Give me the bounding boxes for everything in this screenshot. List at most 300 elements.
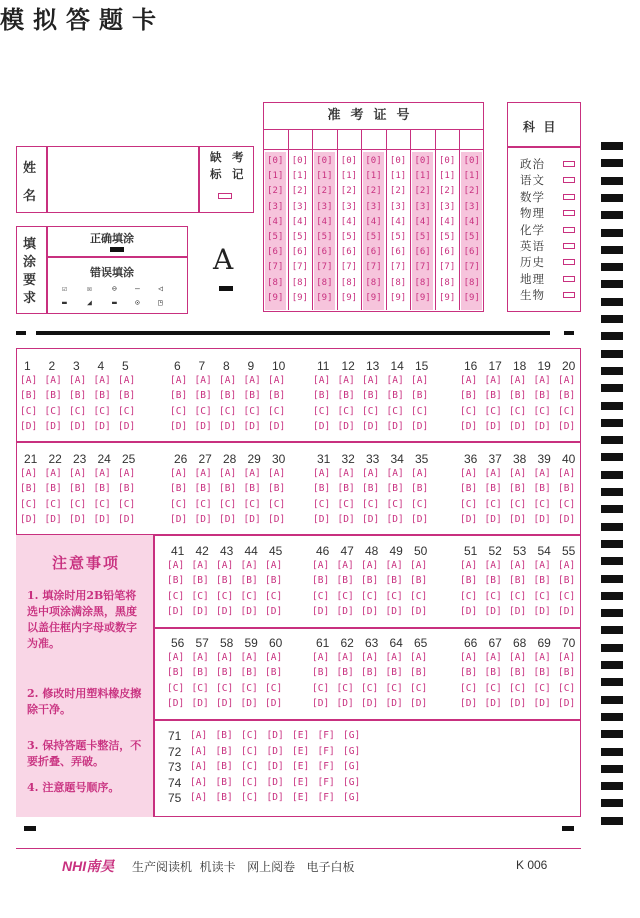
answer-bubble[interactable]: [D] [194,513,212,525]
answer-bubble[interactable]: [D] [265,605,283,617]
answer-bubble[interactable]: [D] [219,420,237,432]
answer-bubble[interactable]: [A] [194,375,212,386]
answer-bubble[interactable]: [C] [241,776,259,788]
answer-bubble[interactable]: [B] [219,390,237,402]
answer-bubble[interactable]: [D] [484,605,502,617]
answer-bubble[interactable]: [B] [385,667,403,679]
exam-number-write-cell[interactable] [386,130,411,150]
exam-number-bubble[interactable]: [9] [340,292,358,303]
exam-number-bubble[interactable]: [5] [389,232,407,242]
answer-bubble[interactable]: [B] [20,483,38,495]
answer-bubble[interactable]: [D] [533,513,551,525]
answer-bubble[interactable]: [B] [460,667,478,679]
answer-bubble[interactable]: [D] [460,605,478,617]
answer-bubble[interactable]: [B] [460,390,478,402]
exam-number-bubble[interactable]: [1] [439,171,456,182]
answer-bubble[interactable]: [C] [219,405,237,417]
answer-bubble[interactable]: [A] [20,375,38,386]
answer-bubble[interactable]: [D] [558,420,576,432]
answer-bubble[interactable]: [A] [268,375,286,386]
exam-number-bubble[interactable]: [9] [267,292,284,303]
answer-bubble[interactable]: [D] [266,776,284,788]
answer-bubble[interactable]: [C] [336,682,354,694]
answer-bubble[interactable]: [B] [215,792,233,803]
answer-bubble[interactable]: [A] [558,560,576,571]
answer-bubble[interactable]: [E] [292,761,310,772]
answer-bubble[interactable]: [B] [558,575,576,587]
answer-bubble[interactable]: [D] [191,697,209,709]
subject-bubble[interactable] [563,210,575,216]
answer-bubble[interactable]: [B] [170,390,188,402]
answer-bubble[interactable]: [C] [411,498,429,510]
answer-bubble[interactable]: [C] [240,590,258,602]
answer-bubble[interactable]: [B] [558,483,576,495]
answer-bubble[interactable]: [B] [194,390,212,402]
answer-bubble[interactable]: [D] [167,605,185,617]
answer-bubble[interactable]: [B] [93,483,111,495]
answer-bubble[interactable]: [A] [336,652,354,663]
answer-bubble[interactable]: [F] [317,761,335,772]
answer-bubble[interactable]: [C] [167,590,185,602]
answer-bubble[interactable]: [C] [509,682,527,694]
answer-bubble[interactable]: [C] [93,405,111,417]
answer-bubble[interactable]: [A] [509,375,527,386]
answer-bubble[interactable]: [B] [44,390,62,402]
answer-bubble[interactable]: [D] [411,513,429,525]
answer-bubble[interactable]: [C] [167,682,185,694]
answer-bubble[interactable]: [D] [337,513,355,525]
answer-bubble[interactable]: [B] [265,667,283,679]
answer-bubble[interactable]: [D] [385,605,403,617]
answer-bubble[interactable]: [A] [191,652,209,663]
answer-bubble[interactable]: [C] [484,498,502,510]
answer-bubble[interactable]: [B] [533,667,551,679]
answer-bubble[interactable]: [C] [265,590,283,602]
answer-bubble[interactable]: [B] [216,575,234,587]
answer-bubble[interactable]: [B] [385,575,403,587]
answer-bubble[interactable]: [B] [243,390,261,402]
answer-bubble[interactable]: [D] [268,513,286,525]
answer-bubble[interactable]: [D] [312,605,330,617]
exam-number-bubble[interactable]: [2] [291,186,308,197]
exam-number-bubble[interactable]: [0] [340,156,358,166]
answer-bubble[interactable]: [B] [484,483,502,495]
answer-bubble[interactable]: [C] [558,682,576,694]
answer-bubble[interactable]: [C] [268,405,286,417]
answer-bubble[interactable]: [B] [167,667,185,679]
answer-bubble[interactable]: [B] [240,667,258,679]
answer-bubble[interactable]: [B] [484,667,502,679]
answer-bubble[interactable]: [A] [484,468,502,479]
answer-bubble[interactable]: [A] [190,776,208,788]
answer-bubble[interactable]: [A] [411,468,429,479]
exam-number-bubble[interactable]: [3] [316,201,333,212]
answer-bubble[interactable]: [E] [292,730,310,741]
answer-bubble[interactable]: [A] [93,375,111,386]
exam-number-write-cell[interactable] [288,130,313,150]
exam-number-bubble[interactable]: [2] [316,186,333,197]
exam-number-bubble[interactable]: [1] [389,171,407,182]
answer-bubble[interactable]: [A] [190,745,208,757]
exam-number-bubble[interactable]: [4] [365,216,382,227]
answer-bubble[interactable]: [D] [509,697,527,709]
exam-number-bubble[interactable]: [2] [389,186,407,197]
answer-bubble[interactable]: [C] [558,498,576,510]
exam-number-bubble[interactable]: [2] [340,186,358,197]
exam-number-bubble[interactable]: [6] [267,247,284,258]
exam-number-bubble[interactable]: [6] [340,247,358,258]
answer-bubble[interactable]: [A] [240,560,258,571]
exam-number-bubble[interactable]: [3] [414,201,431,212]
exam-number-bubble[interactable]: [5] [463,232,480,242]
answer-bubble[interactable]: [B] [215,776,233,788]
answer-bubble[interactable]: [B] [313,390,331,402]
exam-number-bubble[interactable]: [6] [365,247,382,258]
answer-bubble[interactable]: [D] [558,697,576,709]
answer-bubble[interactable]: [D] [312,697,330,709]
exam-number-bubble[interactable]: [6] [463,247,480,258]
answer-bubble[interactable]: [C] [386,405,404,417]
answer-bubble[interactable]: [C] [558,590,576,602]
exam-number-write-cell[interactable] [435,130,460,150]
answer-bubble[interactable]: [D] [460,420,478,432]
answer-bubble[interactable]: [B] [215,730,233,741]
answer-bubble[interactable]: [A] [219,468,237,479]
exam-number-bubble[interactable]: [6] [316,247,333,258]
exam-number-bubble[interactable]: [2] [365,186,382,197]
exam-number-bubble[interactable]: [3] [439,201,456,212]
answer-bubble[interactable]: [C] [533,405,551,417]
exam-number-bubble[interactable]: [9] [389,292,407,303]
answer-bubble[interactable]: [D] [386,420,404,432]
answer-bubble[interactable]: [A] [362,468,380,479]
answer-bubble[interactable]: [C] [191,590,209,602]
answer-bubble[interactable]: [C] [219,498,237,510]
answer-bubble[interactable]: [B] [312,667,330,679]
answer-bubble[interactable]: [A] [460,560,478,571]
subject-bubble[interactable] [563,292,575,298]
answer-bubble[interactable]: [A] [460,375,478,386]
answer-bubble[interactable]: [A] [190,792,208,803]
answer-bubble[interactable]: [C] [460,498,478,510]
exam-number-bubble[interactable]: [0] [463,156,480,166]
exam-number-bubble[interactable]: [1] [291,171,308,182]
exam-number-bubble[interactable]: [4] [463,216,480,227]
exam-number-bubble[interactable]: [0] [316,156,333,166]
exam-number-bubble[interactable]: [0] [389,156,407,166]
answer-bubble[interactable]: [C] [509,590,527,602]
answer-bubble[interactable]: [C] [460,405,478,417]
answer-bubble[interactable]: [B] [44,483,62,495]
answer-bubble[interactable]: [C] [216,590,234,602]
answer-bubble[interactable]: [B] [215,745,233,757]
exam-number-bubble[interactable]: [8] [463,277,480,288]
answer-bubble[interactable]: [D] [191,605,209,617]
answer-bubble[interactable]: [D] [265,697,283,709]
exam-number-write-cell[interactable] [337,130,362,150]
exam-number-bubble[interactable]: [3] [267,201,284,212]
answer-bubble[interactable]: [A] [558,375,576,386]
answer-bubble[interactable]: [D] [484,697,502,709]
answer-bubble[interactable]: [B] [336,667,354,679]
answer-bubble[interactable]: [A] [265,652,283,663]
answer-bubble[interactable]: [D] [509,605,527,617]
answer-bubble[interactable]: [B] [337,483,355,495]
exam-number-bubble[interactable]: [3] [340,201,358,212]
answer-bubble[interactable]: [A] [484,560,502,571]
answer-bubble[interactable]: [G] [343,761,361,772]
answer-bubble[interactable]: [C] [268,498,286,510]
answer-bubble[interactable]: [A] [243,468,261,479]
answer-bubble[interactable]: [C] [241,792,259,803]
name-box[interactable] [16,146,199,213]
exam-number-bubble[interactable]: [6] [439,247,456,258]
exam-number-bubble[interactable]: [2] [463,186,480,197]
exam-number-bubble[interactable]: [8] [291,277,308,288]
answer-bubble[interactable]: [A] [170,468,188,479]
answer-bubble[interactable]: [A] [219,375,237,386]
answer-bubble[interactable]: [D] [533,420,551,432]
answer-bubble[interactable]: [D] [266,792,284,803]
answer-bubble[interactable]: [D] [20,420,38,432]
answer-bubble[interactable]: [B] [460,483,478,495]
answer-bubble[interactable]: [C] [385,590,403,602]
exam-number-bubble[interactable]: [5] [439,232,456,242]
exam-number-bubble[interactable]: [8] [389,277,407,288]
answer-bubble[interactable]: [D] [411,420,429,432]
answer-bubble[interactable]: [B] [167,575,185,587]
exam-number-write-cell[interactable] [312,130,337,150]
answer-bubble[interactable]: [E] [292,745,310,757]
answer-bubble[interactable]: [C] [191,682,209,694]
exam-number-bubble[interactable]: [0] [267,156,284,166]
exam-number-bubble[interactable]: [0] [439,156,456,166]
answer-bubble[interactable]: [C] [336,590,354,602]
answer-bubble[interactable]: [B] [410,575,428,587]
answer-bubble[interactable]: [A] [44,468,62,479]
subject-bubble[interactable] [563,177,575,183]
answer-bubble[interactable]: [C] [460,682,478,694]
answer-bubble[interactable]: [A] [484,375,502,386]
answer-bubble[interactable]: [D] [266,745,284,757]
answer-bubble[interactable]: [G] [343,776,361,788]
answer-bubble[interactable]: [A] [509,652,527,663]
exam-number-bubble[interactable]: [7] [291,262,308,273]
answer-bubble[interactable]: [C] [533,682,551,694]
answer-bubble[interactable]: [B] [509,483,527,495]
exam-number-bubble[interactable]: [4] [439,216,456,227]
exam-number-bubble[interactable]: [5] [267,232,284,242]
answer-bubble[interactable]: [D] [362,513,380,525]
answer-bubble[interactable]: [D] [410,605,428,617]
exam-number-bubble[interactable]: [6] [389,247,407,258]
answer-bubble[interactable]: [B] [411,483,429,495]
exam-number-bubble[interactable]: [8] [316,277,333,288]
answer-bubble[interactable]: [A] [460,468,478,479]
exam-number-bubble[interactable]: [4] [389,216,407,227]
answer-bubble[interactable]: [A] [410,652,428,663]
answer-bubble[interactable]: [D] [170,420,188,432]
answer-bubble[interactable]: [D] [509,420,527,432]
exam-number-bubble[interactable]: [9] [291,292,308,303]
answer-bubble[interactable]: [D] [410,697,428,709]
answer-bubble[interactable]: [A] [265,560,283,571]
answer-bubble[interactable]: [C] [533,498,551,510]
answer-bubble[interactable]: [C] [385,682,403,694]
answer-bubble[interactable]: [D] [533,697,551,709]
answer-bubble[interactable]: [A] [533,560,551,571]
answer-bubble[interactable]: [D] [558,605,576,617]
exam-number-bubble[interactable]: [1] [365,171,382,182]
answer-bubble[interactable]: [B] [410,667,428,679]
answer-bubble[interactable]: [A] [411,375,429,386]
answer-bubble[interactable]: [E] [292,792,310,803]
answer-bubble[interactable]: [D] [216,697,234,709]
answer-bubble[interactable]: [C] [241,745,259,757]
answer-bubble[interactable]: [D] [460,513,478,525]
answer-bubble[interactable]: [B] [460,575,478,587]
exam-number-write-cell[interactable] [361,130,386,150]
answer-bubble[interactable]: [B] [265,575,283,587]
answer-bubble[interactable]: [D] [361,697,379,709]
answer-bubble[interactable]: [G] [343,730,361,741]
subject-bubble[interactable] [563,243,575,249]
answer-bubble[interactable]: [A] [118,468,136,479]
answer-bubble[interactable]: [A] [167,652,185,663]
answer-bubble[interactable]: [B] [386,483,404,495]
answer-bubble[interactable]: [C] [361,590,379,602]
answer-bubble[interactable]: [C] [362,405,380,417]
answer-bubble[interactable]: [G] [343,792,361,803]
exam-number-bubble[interactable]: [7] [316,262,333,273]
exam-number-bubble[interactable]: [3] [463,201,480,212]
answer-bubble[interactable]: [B] [533,575,551,587]
answer-bubble[interactable]: [C] [558,405,576,417]
exam-number-bubble[interactable]: [0] [365,156,382,166]
answer-bubble[interactable]: [A] [44,375,62,386]
answer-bubble[interactable]: [A] [190,761,208,772]
exam-number-bubble[interactable]: [5] [316,232,333,242]
answer-bubble[interactable]: [A] [216,560,234,571]
answer-bubble[interactable]: [C] [265,682,283,694]
exam-number-bubble[interactable]: [8] [340,277,358,288]
answer-bubble[interactable]: [B] [509,575,527,587]
answer-bubble[interactable]: [C] [313,405,331,417]
answer-bubble[interactable]: [B] [243,483,261,495]
exam-number-bubble[interactable]: [8] [414,277,431,288]
answer-bubble[interactable]: [B] [69,390,87,402]
answer-bubble[interactable]: [A] [558,652,576,663]
answer-bubble[interactable]: [B] [361,667,379,679]
answer-bubble[interactable]: [A] [385,652,403,663]
answer-bubble[interactable]: [A] [191,560,209,571]
answer-bubble[interactable]: [C] [69,405,87,417]
answer-bubble[interactable]: [B] [191,575,209,587]
answer-bubble[interactable]: [D] [93,420,111,432]
answer-bubble[interactable]: [A] [240,652,258,663]
subject-bubble[interactable] [563,194,575,200]
answer-bubble[interactable]: [C] [118,405,136,417]
answer-bubble[interactable]: [A] [243,375,261,386]
answer-bubble[interactable]: [B] [533,483,551,495]
subject-bubble[interactable] [563,276,575,282]
answer-bubble[interactable]: [D] [313,420,331,432]
exam-number-bubble[interactable]: [3] [365,201,382,212]
answer-bubble[interactable]: [C] [69,498,87,510]
answer-bubble[interactable]: [D] [20,513,38,525]
exam-number-bubble[interactable]: [9] [463,292,480,303]
answer-bubble[interactable]: [B] [215,761,233,772]
exam-number-bubble[interactable]: [4] [316,216,333,227]
answer-bubble[interactable]: [B] [361,575,379,587]
answer-bubble[interactable]: [A] [533,652,551,663]
answer-bubble[interactable]: [G] [343,745,361,757]
answer-bubble[interactable]: [C] [312,682,330,694]
answer-bubble[interactable]: [B] [20,390,38,402]
answer-bubble[interactable]: [B] [216,667,234,679]
exam-number-bubble[interactable]: [1] [340,171,358,182]
answer-bubble[interactable]: [D] [484,420,502,432]
exam-number-bubble[interactable]: [7] [463,262,480,273]
answer-bubble[interactable]: [D] [118,420,136,432]
answer-bubble[interactable]: [D] [385,697,403,709]
answer-bubble[interactable]: [A] [558,468,576,479]
answer-bubble[interactable]: [B] [362,390,380,402]
answer-bubble[interactable]: [A] [533,375,551,386]
answer-bubble[interactable]: [D] [336,697,354,709]
answer-bubble[interactable]: [A] [337,468,355,479]
answer-bubble[interactable]: [A] [533,468,551,479]
answer-bubble[interactable]: [A] [362,375,380,386]
answer-bubble[interactable]: [B] [170,483,188,495]
answer-bubble[interactable]: [A] [484,652,502,663]
answer-bubble[interactable]: [D] [337,420,355,432]
answer-bubble[interactable]: [D] [266,730,284,741]
exam-number-bubble[interactable]: [6] [291,247,308,258]
answer-bubble[interactable]: [A] [509,468,527,479]
exam-number-bubble[interactable]: [1] [463,171,480,182]
exam-number-bubble[interactable]: [2] [267,186,284,197]
exam-number-bubble[interactable]: [4] [291,216,308,227]
answer-bubble[interactable]: [D] [484,513,502,525]
answer-bubble[interactable]: [B] [268,483,286,495]
exam-number-bubble[interactable]: [7] [365,262,382,273]
answer-bubble[interactable]: [C] [533,590,551,602]
answer-bubble[interactable]: [A] [69,375,87,386]
answer-bubble[interactable]: [B] [362,483,380,495]
exam-number-bubble[interactable]: [0] [291,156,308,166]
answer-bubble[interactable]: [A] [337,375,355,386]
exam-number-bubble[interactable]: [2] [414,186,431,197]
answer-bubble[interactable]: [C] [361,682,379,694]
answer-bubble[interactable]: [D] [240,697,258,709]
answer-bubble[interactable]: [C] [243,405,261,417]
answer-bubble[interactable]: [B] [118,390,136,402]
answer-bubble[interactable]: [B] [558,390,576,402]
answer-bubble[interactable]: [C] [337,498,355,510]
answer-bubble[interactable]: [B] [336,575,354,587]
answer-bubble[interactable]: [C] [386,498,404,510]
answer-bubble[interactable]: [C] [93,498,111,510]
answer-bubble[interactable]: [A] [190,730,208,741]
answer-bubble[interactable]: [A] [386,468,404,479]
answer-bubble[interactable]: [A] [361,560,379,571]
answer-bubble[interactable]: [C] [509,405,527,417]
answer-bubble[interactable]: [B] [411,390,429,402]
answer-bubble[interactable]: [B] [558,667,576,679]
answer-bubble[interactable]: [A] [167,560,185,571]
exam-number-bubble[interactable]: [9] [316,292,333,303]
